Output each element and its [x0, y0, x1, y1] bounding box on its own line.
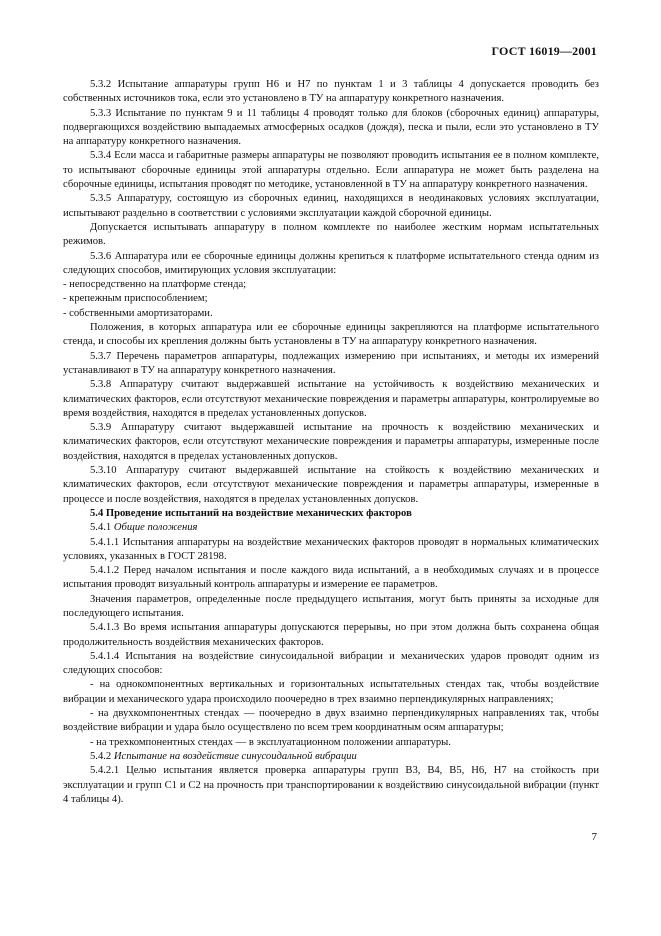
paragraph: 5.3.6 Аппаратура или ее сборочные единицы должны крепиться к платформе испытательного стенда одним из следующих способов, имитирующих условия эксплуатации: — [63, 250, 599, 276]
page-number: 7 — [591, 831, 597, 843]
clause-number: 5.4.2 — [90, 750, 114, 762]
paragraph: 5.4.2.1 Целью испытания является проверка аппаратуры групп В3, В4, В5, Н6, Н7 на стойкость при эксплуатации и групп С1 и С2 на прочность при транспортировании к воздействию синусоидальной вибрации (пункт 4 таблицы 4). — [63, 765, 599, 805]
paragraph: - крепежным приспособлением; — [63, 293, 208, 305]
paragraph: - на однокомпонентных вертикальных и горизонтальных испытательных стендах так, чтобы воздействие вибрации и механического удара происходило поочередно в трех взаимно перпендикулярных направлениях; — [63, 679, 599, 705]
document-body — [63, 78, 599, 807]
paragraph: - собственными амортизаторами. — [63, 307, 213, 319]
clause-number: 5.4.1 — [90, 522, 114, 534]
paragraph: Положения, в которых аппаратура или ее сборочные единицы закрепляются на платформе испытательного стенда, и способы их крепления должны быть установлены в ТУ на аппаратуру конкретного назначения. — [63, 322, 599, 348]
paragraph: 5.3.8 Аппаратуру считают выдержавшей испытание на устойчивость к воздействию механических и климатических факторов, если отсутствуют механические повреждения и параметры аппаратуры, контролируемые во время воздействия, находятся в пределах установленных допусков. — [63, 379, 599, 419]
paragraph: Значения параметров, определенные после предыдущего испытания, могут быть приняты за исходные для последующего испытания. — [63, 593, 599, 619]
paragraph: 5.4.1.4 Испытания на воздействие синусоидальной вибрации и механических ударов проводят одним из следующих способов: — [63, 650, 599, 677]
paragraph: 5.3.9 Аппаратуру считают выдержавшей испытание на прочность к воздействию механических и климатических факторов, если отсутствуют механические повреждения и параметры аппаратуры, измеренные после воздействия, находятся в пределах установленных допусков. — [63, 422, 599, 462]
paragraph: - на трехкомпонентных стендах — в эксплуатационном положении аппаратуры. — [90, 736, 451, 748]
paragraph: 5.4.1.1 Испытания аппаратуры на воздействие механических факторов проводят в нормальных климатических условиях, указанных в ГОСТ 28198. — [63, 536, 599, 562]
paragraph: 5.3.3 Испытание по пунктам 9 и 11 таблицы 4 проводят только для блоков (сборочных единиц) аппаратуры, подвергающихся воздействию выпадаемых атмосферных осадков (дождя), песка и пыли, если это установлено в ТУ на аппаратуру конкретного назначения. — [63, 107, 599, 148]
paragraph: 5.3.4 Если масса и габаритные размеры аппаратуры не позволяют проводить испытания ее в полном комплекте, то испытывают сборочные единицы этой аппаратуры отдельно. Если аппаратура не может быть разделена на сборочные единицы, испытания проводят по методике, установленной в ТУ на аппаратуру конкретного назначения. — [63, 150, 599, 191]
paragraph — [63, 521, 599, 535]
paragraph — [63, 750, 599, 764]
paragraph: - на двухкомпонентных стендах — поочередно в двух взаимно перпендикулярных направлениях так, чтобы воздействие вибрации и удара было осуществлено по всем трем координатным осям аппаратуры; — [63, 708, 599, 734]
subsection-title: Общие положения — [113, 522, 198, 534]
paragraph: 5.4.1.3 Во время испытания аппаратуры допускаются перерывы, но при этом должна быть сохранена общая продолжительность воздействия механических факторов. — [63, 622, 599, 648]
paragraph: 5.3.10 Аппаратуру считают выдержавшей испытание на стойкость к воздействию механических и климатических факторов, если отсутствуют механические повреждения и параметры аппаратуры, измеренные в процессе и после воздействия, находятся в пределах установленных допусков. — [63, 465, 599, 505]
paragraph: 5.3.2 Испытание аппаратуры групп Н6 и Н7 по пунктам 1 и 3 таблицы 4 допускается проводить без собственных источников тока, если это установлено в ТУ на аппаратуру конкретного назначения. — [63, 79, 599, 105]
paragraph: Допускается испытывать аппаратуру в полном комплекте по наиболее жестким нормам испытательных режимов. — [63, 221, 599, 248]
paragraph: 5.3.7 Перечень параметров аппаратуры, подлежащих измерению при испытаниях, и методы их измерений устанавливают в ТУ на аппаратуру конкретного назначения. — [63, 350, 599, 376]
paragraph: 5.3.5 Аппаратуру, состоящую из сборочных единиц, находящихся в неодинаковых условиях эксплуатации, испытывают раздельно в соответствии с условиями эксплуатации каждой сборочной единицы. — [63, 193, 599, 219]
paragraph: 5.4.1.2 Перед началом испытания и после каждого вида испытаний, а в необходимых случаях и в процессе испытания проводят визуальный контроль аппаратуры и измерение ее параметров. — [63, 565, 599, 591]
paragraph: - непосредственно на платформе стенда; — [63, 279, 247, 291]
subsection-title: Испытание на воздействие синусоидальной вибрации — [113, 750, 357, 762]
document-header: ГОСТ 16019—2001 — [491, 44, 597, 58]
section-heading: 5.4 Проведение испытаний на воздействие механических факторов — [90, 507, 412, 519]
